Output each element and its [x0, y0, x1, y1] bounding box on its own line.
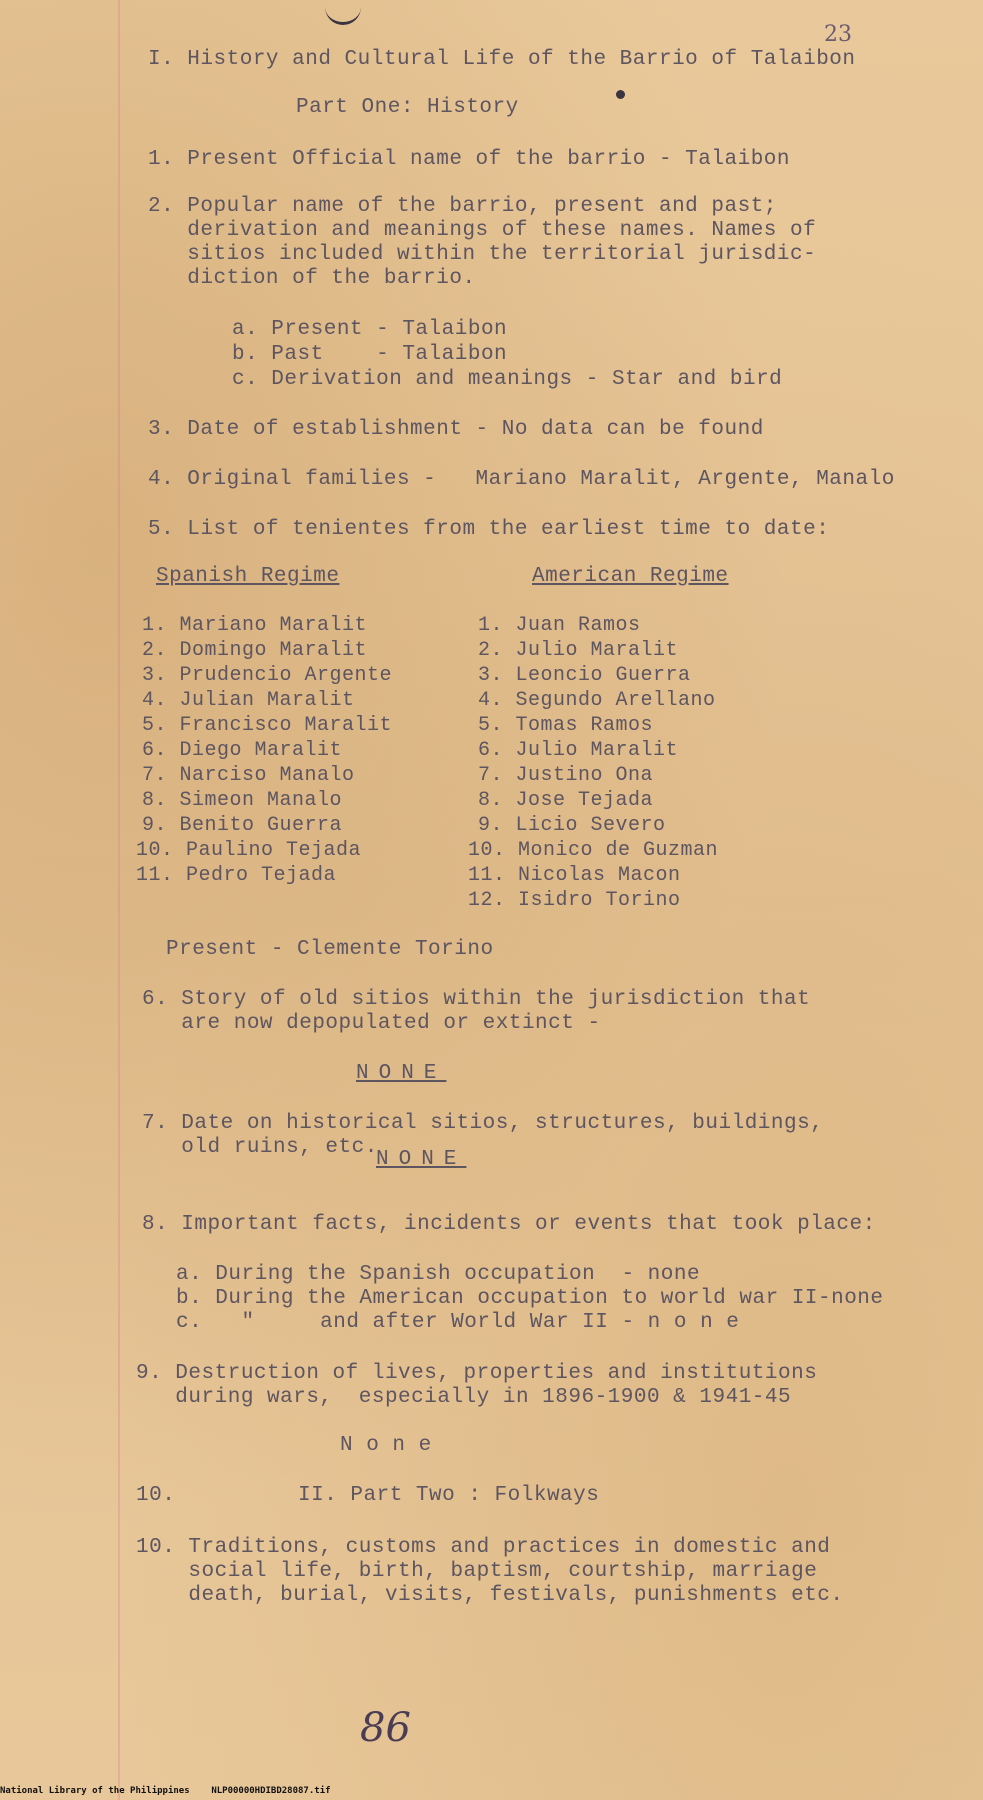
question-9-answer: N o n e — [340, 1434, 432, 1457]
question-5: 5. List of tenientes from the earliest time to date: — [148, 518, 830, 541]
list-item: 8. Simeon Manalo — [142, 789, 343, 812]
list-item: 2. Julio Maralit — [478, 639, 679, 662]
question-3: 3. Date of establishment - No data can be found — [148, 418, 764, 441]
question-4: 4. Original families - Mariano Maralit, Argente, Manalo — [148, 468, 895, 491]
list-item: 3. Prudencio Argente — [142, 664, 393, 687]
ink-dot — [616, 90, 625, 99]
list-item: 10. Monico de Guzman — [468, 839, 719, 862]
document-title: I. History and Cultural Life of the Barrio of Talaibon — [148, 48, 856, 71]
list-item: 9. Benito Guerra — [142, 814, 343, 837]
list-item: 5. Francisco Maralit — [142, 714, 393, 737]
list-item: 3. Leoncio Guerra — [478, 664, 691, 687]
list-item: 6. Diego Maralit — [142, 739, 343, 762]
american-regime-heading: American Regime — [532, 565, 729, 588]
question-6-answer: NONE — [356, 1062, 447, 1085]
document-page: 23 I. History and Cultural Life of the Barrio of Talaibon Part One: History 1. Present Official name of the barrio - Talaibon 2. Popular name of the barrio, present and past; derivation and meanings of these names. Names of sitios included within the territorial jurisdic- diction of the barrio. a. Present - Talaibon b. Past - Talaibon c. Derivation and meanings - Star and bird 3. Date of establishment - No data can be found 4. Original families - Mariano Maralit, Argente, Manalo 5. List of tenientes from the earliest time to date: Spanish Regime American Regime 1. Mariano Maralit 2. Domingo Maralit 3. Prudencio Argente 4. Julian Maralit 5. Francisco Maralit 6. Diego Maralit 7. Narciso Manalo 8. Simeon Manalo 9. Benito Guerra 10. Paulino Tejada 11. Pedro Tejada 1. Juan Ramos 2. Julio Maralit 3. Leoncio Guerra 4. Segundo Arellano 5. Tomas Ramos 6. Julio Maralit 7. Justino Ona 8. Jose Tejada 9. Licio Severo 10. Monico de Guzman 11. Nicolas Macon 12. Isidro Torino Present - Clemente Torino 6. Story of old sitios within the jurisdiction that are now depopulated or extinct - NONE 7. Date on historical sitios, structures, buildings, old ruins, etc. NONE 8. Important facts, incidents or events that took place: a. During the Spanish occupation - none b. During the American occupation to world war II-none c. " and after World War II - n o n e 9. Destruction of lives, properties and institutions during wars, especially in 1896-1900 & 1941-45 N o n e 10. II. Part Two : Folkways 10. Traditions, customs and practices in domestic and social life, birth, baptism, courtship, marriage death, burial, visits, festivals, punishments etc. 86 National Library of the Philippines NLP00000HDIBD28087.tif — [0, 0, 983, 1800]
part-one-heading: Part One: History — [296, 96, 519, 119]
list-item: 2. Domingo Maralit — [142, 639, 368, 662]
list-item: 4. Julian Maralit — [142, 689, 355, 712]
spanish-regime-heading: Spanish Regime — [156, 565, 340, 588]
list-item: 9. Licio Severo — [478, 814, 666, 837]
list-item: 12. Isidro Torino — [468, 889, 681, 912]
list-item: 4. Segundo Arellano — [478, 689, 716, 712]
question-7-answer: NONE — [376, 1148, 467, 1171]
list-item: 11. Nicolas Macon — [468, 864, 681, 887]
list-item: 7. Justino Ona — [478, 764, 654, 787]
list-item: 11. Pedro Tejada — [136, 864, 337, 887]
list-item: 10. Paulino Tejada — [136, 839, 362, 862]
list-item: 5. Tomas Ramos — [478, 714, 654, 737]
page-number: 23 — [824, 22, 852, 47]
list-item: 7. Narciso Manalo — [142, 764, 355, 787]
ink-mark — [325, 0, 361, 25]
list-item: 6. Julio Maralit — [478, 739, 679, 762]
part-two-number: 10. — [136, 1484, 176, 1507]
list-item: 1. Juan Ramos — [478, 614, 641, 637]
list-item: 1. Mariano Maralit — [142, 614, 368, 637]
question-8: 8. Important facts, incidents or events that took place: — [142, 1213, 876, 1236]
present-teniente: Present - Clemente Torino — [166, 938, 494, 961]
scan-footer: National Library of the Philippines NLP00000HDIBD28087.tif — [0, 1786, 331, 1796]
list-item: 8. Jose Tejada — [478, 789, 654, 812]
question-1: 1. Present Official name of the barrio - Talaibon — [148, 148, 791, 171]
part-two-heading: II. Part Two : Folkways — [298, 1484, 600, 1507]
margin-rule — [118, 0, 120, 1800]
handwritten-note: 86 — [360, 1705, 411, 1751]
